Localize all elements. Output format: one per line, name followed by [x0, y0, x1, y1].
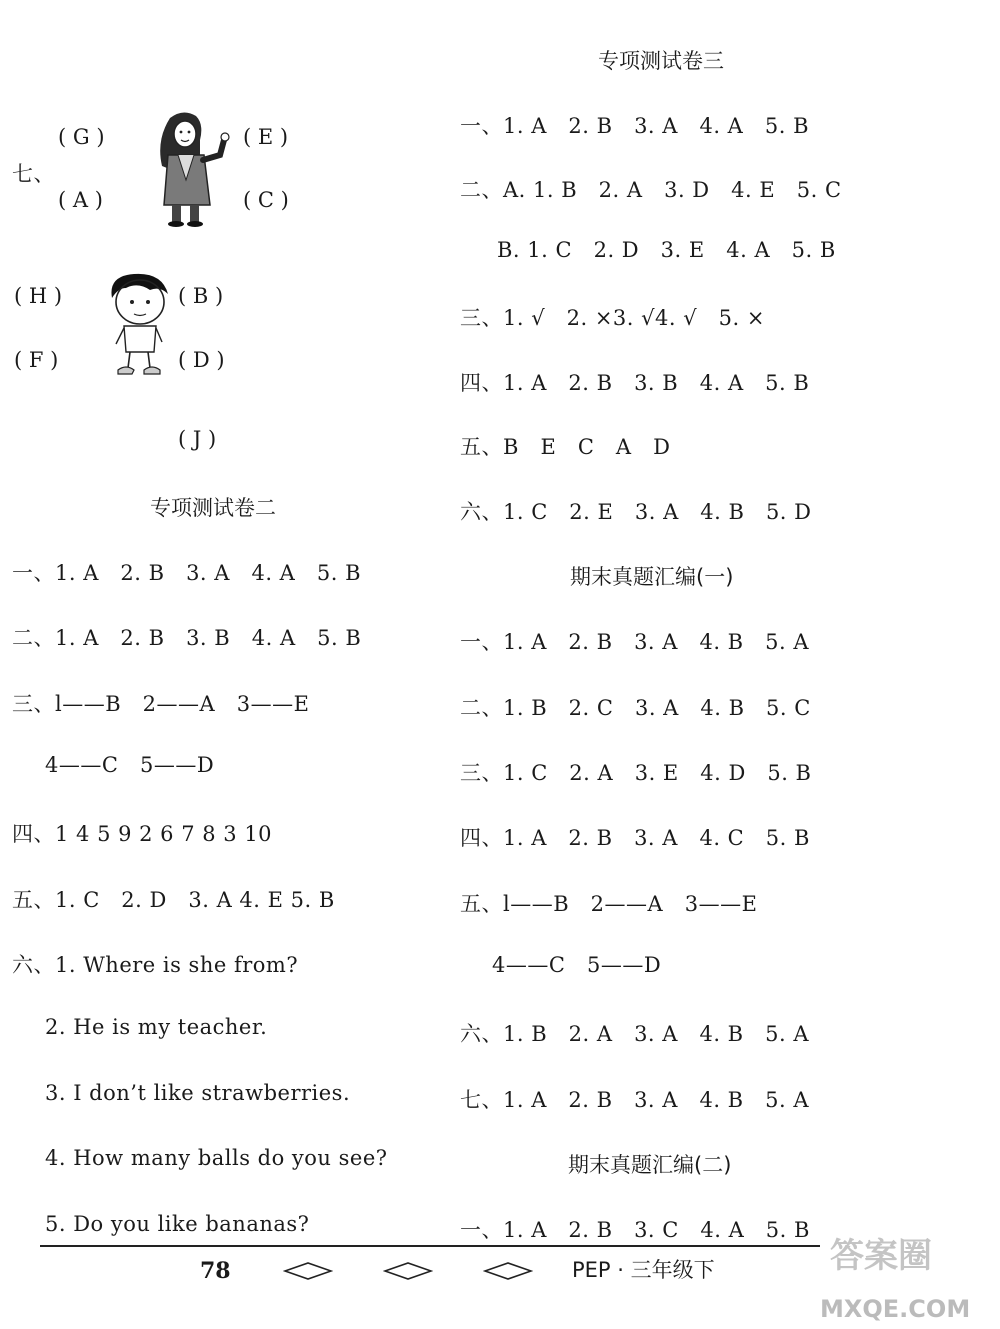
answer-line: 五、B E C A D	[460, 435, 671, 459]
diamond-icon	[383, 1262, 433, 1280]
answer-line: 二、A. 1. B 2. A 3. D 4. E 5. C	[460, 178, 842, 202]
answer-line: 二、1. A 2. B 3. B 4. A 5. B	[12, 626, 362, 650]
section-title: 专项测试卷二	[150, 496, 276, 520]
answer-line: 一、1. A 2. B 3. A 4. A 5. B	[12, 561, 362, 585]
answer-line: 四、1. A 2. B 3. A 4. C 5. B	[460, 826, 810, 850]
answer-line: 二、1. B 2. C 3. A 4. B 5. C	[460, 696, 811, 720]
answer-line: 4——C 5——D	[492, 953, 662, 977]
answer-paren: ( B )	[178, 284, 224, 308]
answer-paren: ( A )	[58, 188, 103, 212]
answer-line: 四、1. A 2. B 3. B 4. A 5. B	[460, 371, 810, 395]
footer-rule	[40, 1245, 820, 1247]
answer-line: 三、1. C 2. A 3. E 4. D 5. B	[460, 761, 812, 785]
page-number: 78	[200, 1258, 231, 1284]
answer-paren: ( G )	[58, 125, 105, 149]
section-title: 期末真题汇编(二)	[568, 1153, 732, 1177]
diamond-icon	[283, 1262, 333, 1280]
answer-line: 4. How many balls do you see?	[45, 1146, 388, 1170]
answer-line: 5. Do you like bananas?	[45, 1212, 310, 1236]
answer-paren: ( C )	[243, 188, 289, 212]
answer-line: 三、l——B 2——A 3——E	[12, 692, 310, 716]
answer-line: 4——C 5——D	[45, 753, 215, 777]
watermark-site: MXQE.COM	[820, 1295, 971, 1323]
answer-paren: ( H )	[14, 284, 63, 308]
answer-line: 3. I don’t like strawberries.	[45, 1081, 351, 1105]
answer-line: 六、1. C 2. E 3. A 4. B 5. D	[460, 500, 812, 524]
answer-line: 七、1. A 2. B 3. A 4. B 5. A	[460, 1088, 810, 1112]
answer-paren: ( J )	[178, 427, 217, 451]
watermark-logo: 答案圈	[830, 1236, 932, 1276]
answer-line: 2. He is my teacher.	[45, 1015, 268, 1039]
answer-line: 六、1. B 2. A 3. A 4. B 5. A	[460, 1022, 810, 1046]
answer-line: 六、1. Where is she from?	[12, 953, 299, 977]
girl-illustration	[148, 110, 238, 228]
answer-paren: ( D )	[178, 348, 225, 372]
section-7-label: 七、	[12, 162, 55, 186]
answer-paren: ( F )	[14, 348, 59, 372]
answer-line: 五、1. C 2. D 3. A 4. E 5. B	[12, 888, 335, 912]
diamond-icon	[483, 1262, 533, 1280]
answer-line: 五、l——B 2——A 3——E	[460, 892, 758, 916]
answer-line: 四、1 4 5 9 2 6 7 8 3 10	[12, 822, 273, 846]
answer-line: B. 1. C 2. D 3. E 4. A 5. B	[497, 238, 836, 262]
answer-line: 一、1. A 2. B 3. C 4. A 5. B	[460, 1218, 810, 1242]
section-title: 期末真题汇编(一)	[570, 565, 734, 589]
answer-line: 一、1. A 2. B 3. A 4. B 5. A	[460, 630, 810, 654]
footer-label: PEP · 三年级下	[572, 1258, 715, 1282]
answer-paren: ( E )	[243, 125, 289, 149]
answer-line: 三、1. √ 2. ×3. √4. √ 5. ×	[460, 306, 765, 330]
boy-illustration	[104, 270, 176, 382]
answer-line: 一、1. A 2. B 3. A 4. A 5. B	[460, 114, 810, 138]
section-title: 专项测试卷三	[598, 49, 724, 73]
